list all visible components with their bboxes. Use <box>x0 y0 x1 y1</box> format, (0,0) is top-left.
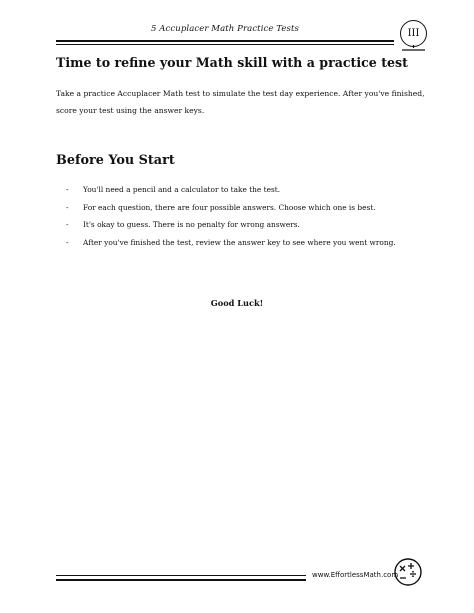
page-number: III <box>407 28 420 39</box>
bullet-dash: - <box>66 185 69 194</box>
bullet-dash: - <box>66 220 69 229</box>
footer-rule-thick <box>56 579 306 581</box>
footer-url-link[interactable]: www.EffortlessMath.com <box>312 571 399 579</box>
list-item <box>66 216 426 234</box>
list-item-text: It's okay to guess. There is no penalty for wrong answers. <box>83 220 300 229</box>
list-item-text: For each question, there are four possible answers. Choose which one is best. <box>83 202 376 212</box>
bullet-dash: - <box>66 202 69 212</box>
section-heading-before-you-start: Before You Start <box>56 153 175 168</box>
instructions-list <box>66 181 426 251</box>
list-item-text: After you've finished the test, review the answer key to see where you went wrong. <box>83 237 396 247</box>
closing-message: Good Luck! <box>210 298 264 308</box>
bullet-dash: - <box>66 237 69 247</box>
page-badge-stand-icon <box>398 45 429 51</box>
page-number-badge <box>400 20 427 47</box>
math-symbols-logo-icon <box>393 557 423 587</box>
list-item-text: You'll need a pencil and a calculator to take the test. <box>83 185 281 194</box>
header-rule-thick <box>56 40 394 42</box>
footer-rule-thin <box>56 575 306 576</box>
running-header-title: 5 Accuplacer Math Practice Tests <box>150 24 299 34</box>
section-heading-practice: Time to refine your Math skill with a practice test <box>56 55 408 70</box>
list-item <box>66 199 426 217</box>
header-rule-thin <box>56 44 394 45</box>
list-item <box>66 234 426 252</box>
list-item <box>66 181 426 199</box>
intro-paragraph: Take a practice Accuplacer Math test to simulate the test day experience. After you've finished, score your test using the answer keys. <box>56 89 425 115</box>
